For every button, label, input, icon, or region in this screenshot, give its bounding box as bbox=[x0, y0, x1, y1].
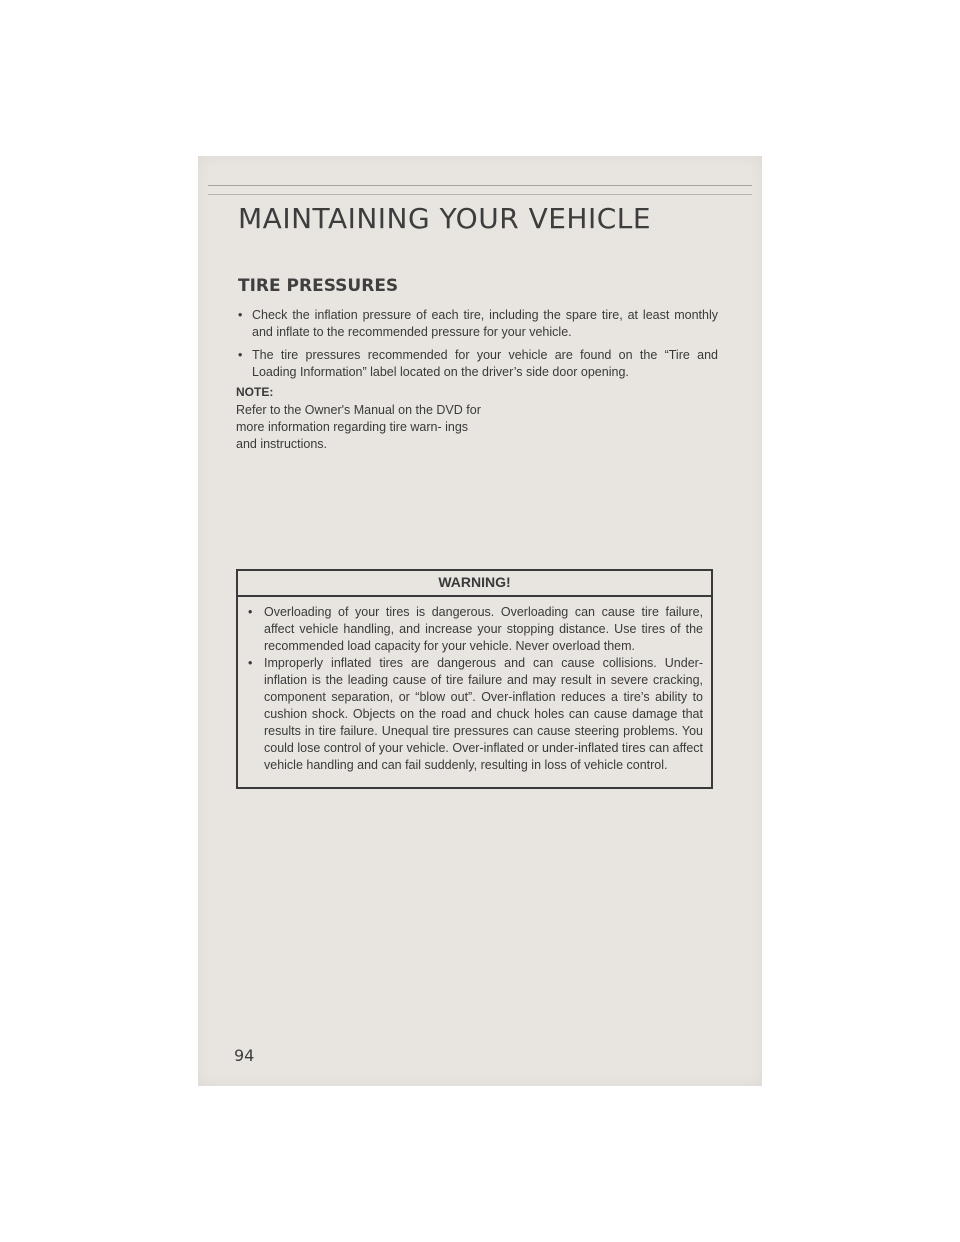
warning-item bbox=[246, 655, 703, 774]
warning-box bbox=[236, 569, 713, 789]
warning-title: WARNING! bbox=[238, 571, 711, 597]
warning-list bbox=[246, 604, 703, 774]
header-rule-bottom bbox=[208, 194, 752, 195]
manual-page bbox=[198, 156, 762, 1086]
warning-item-text: Improperly inflated tires are dangerous and can cause collisions. Under- inflation is the leading cause of tire failure and may result in severe cracking, component separation, or “blow out”. Over-inflation reduces a tire’s ability to cushion shock. Objects on the road and chuck holes can cause damage that results in tire failure. Unequal tire pressures can cause steering problems. You could lose control of your vehicle. Over-inflated or under-inflated tires can affect vehicle handling and can fail suddenly, resulting in loss of vehicle control. bbox=[264, 656, 703, 772]
bullet-dot-icon: • bbox=[238, 348, 243, 362]
warning-item-text: Overloading of your tires is dangerous. Overloading can cause tire failure, affect vehicle handling, and increase your stopping distance. Use tires of the recommended load capacity for your vehicle. Never overload them. bbox=[264, 605, 703, 653]
note-text: Refer to the Owner's Manual on the DVD for more information regarding tire warn- ings and instructions. bbox=[236, 403, 481, 451]
bullet-text: Check the inflation pressure of each tire, including the spare tire, at least monthly and inflate to the recommended pressure for your vehicle. bbox=[252, 308, 718, 339]
tire-pressure-bullet-list bbox=[238, 307, 718, 387]
header-rule-top bbox=[208, 185, 752, 186]
note-label: NOTE: bbox=[236, 385, 274, 399]
bullet-text: The tire pressures recommended for your vehicle are found on the “Tire and Loading Information” label located on the driver’s side door opening. bbox=[252, 348, 718, 379]
page-content-area bbox=[208, 166, 752, 1076]
bullet-item bbox=[238, 307, 718, 341]
page-number: 94 bbox=[234, 1046, 255, 1065]
section-header: MAINTAINING YOUR VEHICLE bbox=[238, 202, 652, 235]
topic-title: TIRE PRESSURES bbox=[238, 276, 399, 296]
bullet-item bbox=[238, 347, 718, 381]
warning-item bbox=[246, 604, 703, 655]
bullet-dot-icon: • bbox=[248, 605, 253, 619]
bullet-dot-icon: • bbox=[248, 656, 253, 670]
bullet-dot-icon: • bbox=[238, 308, 243, 322]
